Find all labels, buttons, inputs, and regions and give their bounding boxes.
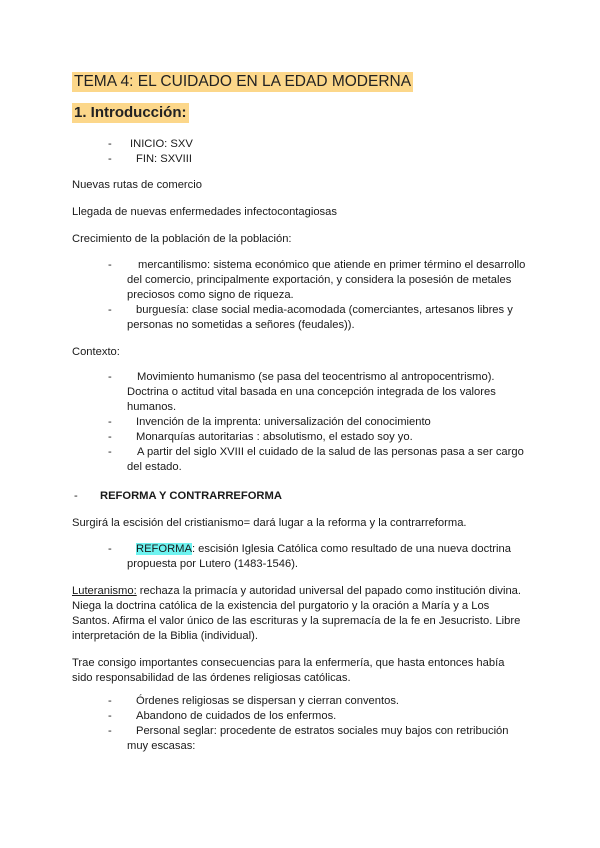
list-item: INICIO: SXV: [130, 138, 193, 150]
list-dash: -: [108, 725, 112, 737]
list-dash: -: [108, 446, 112, 458]
list-item-continuation: personas no sometidas a señores (feudales)).: [127, 319, 355, 331]
list-item-continuation: humanos.: [127, 401, 177, 413]
list-dash: -: [108, 710, 112, 722]
paragraph: Trae consigo importantes consecuencias para la enfermería, que hasta entonces había: [72, 657, 505, 669]
paragraph-line: Santos. Afirma el valor único de las escrituras y la supremacía de la fe en Jesucristo. Libre: [72, 615, 521, 627]
list-item: mercantilismo: sistema económico que atiende en primer término el desarrollo: [138, 259, 526, 271]
list-item: Invención de la imprenta: universalización del conocimiento: [136, 416, 431, 428]
paragraph: Llegada de nuevas enfermedades infectocontagiosas: [72, 206, 337, 218]
list-item: [136, 542, 536, 557]
list-item: Personal seglar: procedente de estratos sociales muy bajos con retribución: [136, 725, 509, 737]
paragraph: Nuevas rutas de comercio: [72, 179, 202, 191]
list-dash: -: [108, 431, 112, 443]
list-item: A partir del siglo XVIII el cuidado de la salud de las personas pasa a ser cargo: [137, 446, 524, 458]
list-dash: -: [108, 153, 112, 165]
list-item-continuation: del comercio, principalmente exportación, y considera la posesión de metales: [127, 274, 512, 286]
list-dash: -: [108, 416, 112, 428]
document-title: TEMA 4: EL CUIDADO EN LA EDAD MODERNA: [74, 73, 412, 90]
list-item-continuation: del estado.: [127, 461, 182, 473]
paragraph: Surgirá la escisión del cristianismo= dará lugar a la reforma y la contrarreforma.: [72, 517, 467, 529]
paragraph-line: sido responsabilidad de las órdenes religiosas católicas.: [72, 672, 351, 684]
list-dash: -: [108, 371, 112, 383]
paragraph-line: Niega la doctrina católica de la existencia del purgatorio y la oración a María y a Los: [72, 600, 490, 612]
paragraph-luteranismo: Luteranismo: rechaza la primacía y autoridad universal del papado como institución divina.: [72, 585, 522, 597]
list-dash: -: [108, 695, 112, 707]
section-heading-introduccion: 1. Introducción:: [74, 104, 187, 121]
list-dash: -: [108, 259, 112, 271]
list-dash: -: [108, 543, 112, 555]
list-item: Abandono de cuidados de los enfermos.: [136, 710, 337, 722]
list-item: Monarquías autoritarias : absolutismo, el estado soy yo.: [136, 431, 413, 443]
list-item-continuation: muy escasas:: [127, 740, 196, 752]
list-dash: -: [108, 138, 112, 150]
list-item: burguesía: clase social media-acomodada (comerciantes, artesanos libres y: [136, 304, 513, 316]
underlined-term-luteranismo: Luteranismo:: [72, 585, 137, 597]
list-item: Órdenes religiosas se dispersan y cierran conventos.: [136, 695, 400, 707]
paragraph: Crecimiento de la población de la población:: [72, 233, 292, 245]
reforma-definition: : escisión Iglesia Católica como resultado de una nueva doctrina: [191, 543, 511, 555]
list-item-continuation: Doctrina o actitud vital basada en una concepción integrada de los valores: [127, 386, 496, 398]
list-item-continuation: preciosos como signo de riqueza.: [127, 289, 294, 301]
list-dash: -: [108, 304, 112, 316]
paragraph: Contexto:: [72, 346, 120, 358]
list-item: Movimiento humanismo (se pasa del teocentrismo al antropocentrismo).: [137, 371, 495, 383]
list-dash: -: [74, 490, 78, 502]
subheading-reforma: REFORMA Y CONTRARREFORMA: [100, 490, 282, 502]
highlighted-term-reforma: REFORMA: [136, 543, 192, 555]
paragraph-line: interpretación de la Biblia (individual).: [72, 630, 258, 642]
list-item-continuation: propuesta por Lutero (1483-1546).: [127, 558, 299, 570]
list-item: FIN: SXVIII: [136, 153, 192, 165]
